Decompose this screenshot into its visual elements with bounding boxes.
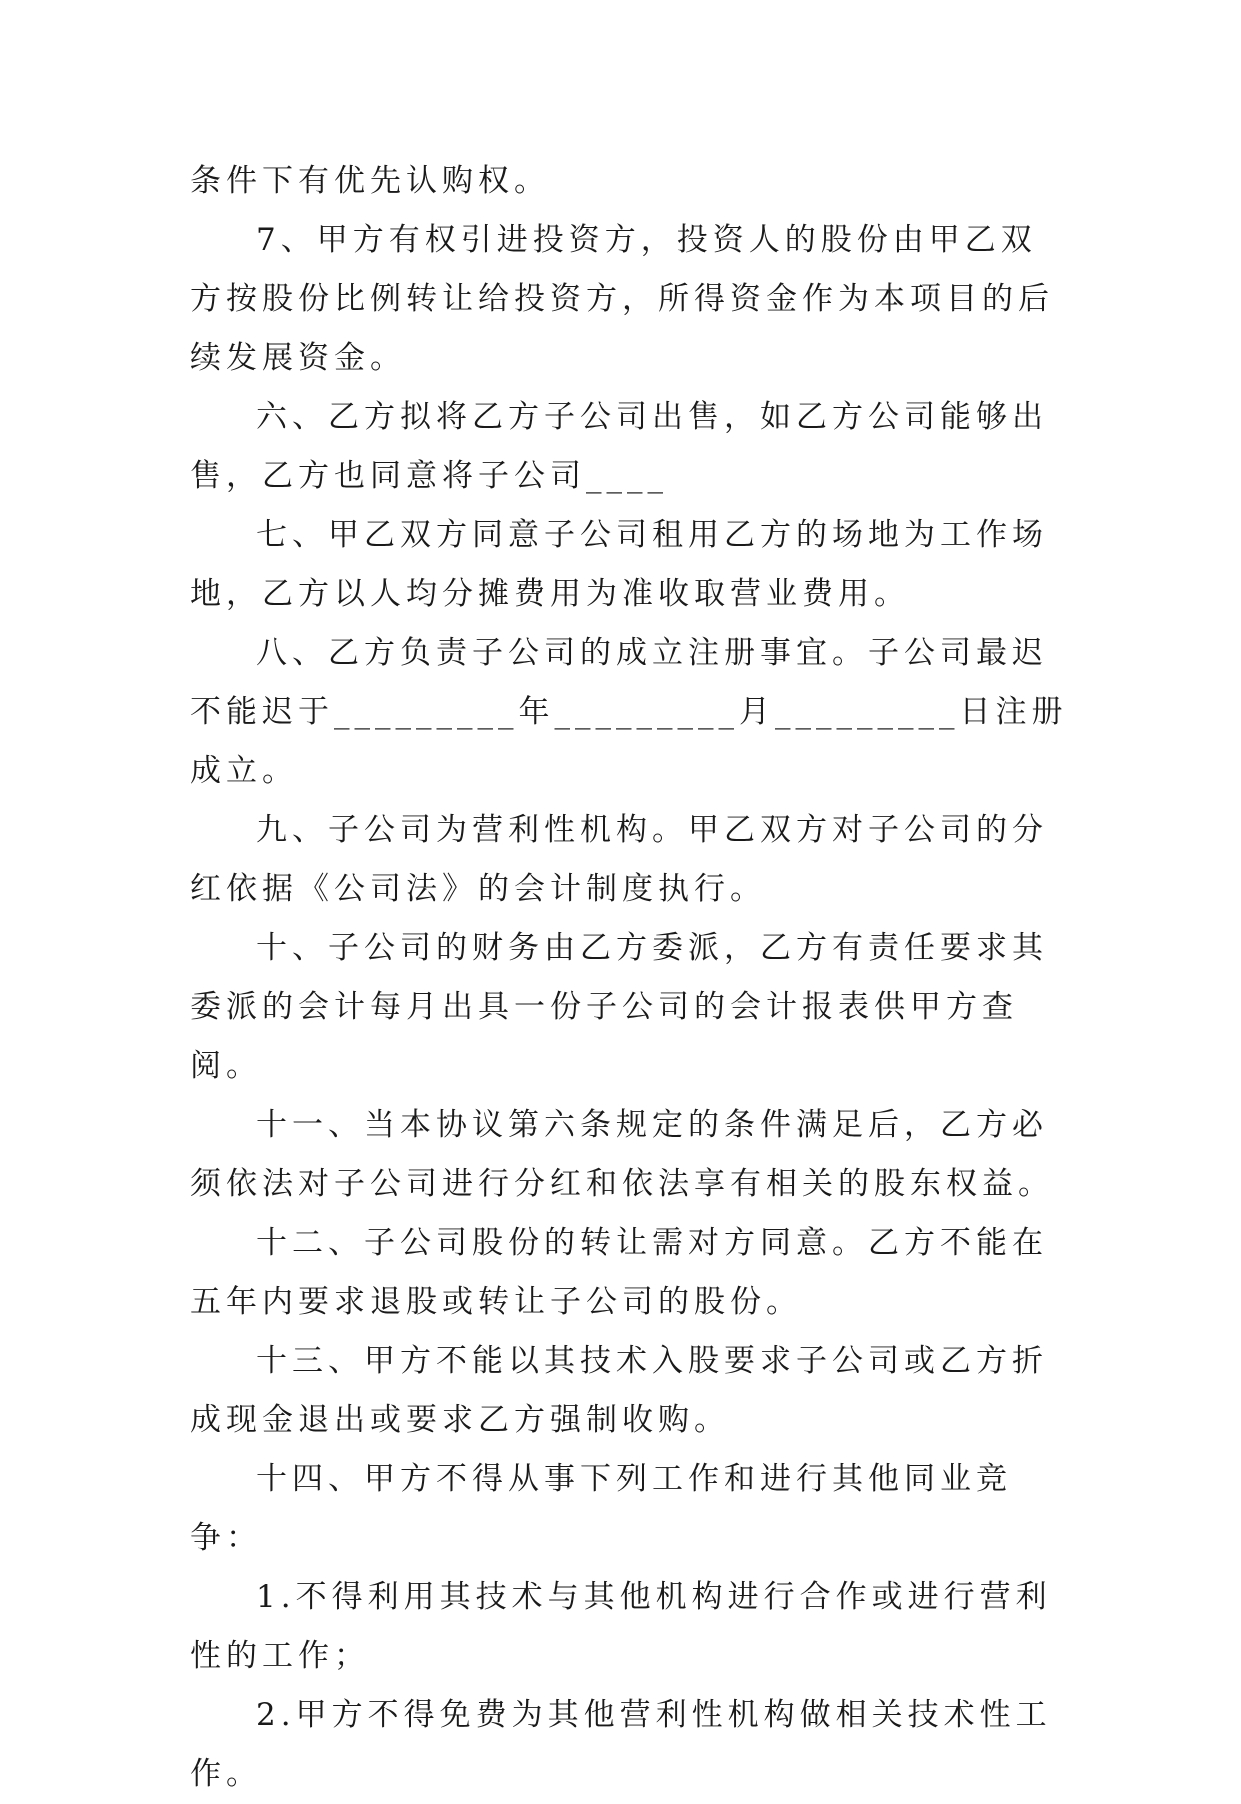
- paragraph-clause-7-lease: 七、甲乙双方同意子公司租用乙方的场地为工作场地，乙方以人均分摊费用为准收取营业费用。: [190, 517, 1048, 612]
- paragraph-clause-6: 六、乙方拟将乙方子公司出售，如乙方公司能够出售，乙方也同意将子公司____: [190, 399, 1048, 494]
- document-body: [190, 152, 1070, 1804]
- paragraph-clause-11: 十一、当本协议第六条规定的条件满足后，乙方必须依法对子公司进行分红和依法享有相关的股东权益。: [190, 1107, 1054, 1202]
- paragraph-clause-14: 十四、甲方不得从事下列工作和进行其他同业竞争：: [190, 1461, 1012, 1556]
- paragraph-clause-9: 九、子公司为营利性机构。甲乙双方对子公司的分红依据《公司法》的会计制度执行。: [190, 812, 1048, 907]
- paragraph-clause-10: 十、子公司的财务由乙方委派，乙方有责任要求其委派的会计每月出具一份子公司的会计报表供甲方查阅。: [190, 930, 1048, 1084]
- paragraph-clause-13: 十三、甲方不能以其技术入股要求子公司或乙方折成现金退出或要求乙方强制收购。: [190, 1343, 1048, 1438]
- paragraph-clause-12: 十二、子公司股份的转让需对方同意。乙方不能在五年内要求退股或转让子公司的股份。: [190, 1225, 1048, 1320]
- paragraph-continuation: 条件下有优先认购权。: [190, 163, 550, 199]
- paragraph-clause-8: 八、乙方负责子公司的成立注册事宜。子公司最迟不能迟于_________年_________月_________日注册成立。: [190, 635, 1068, 789]
- paragraph-item-1: 1.不得利用其技术与其他机构进行合作或进行营利性的工作；: [190, 1579, 1052, 1674]
- paragraph-item-2: 2.甲方不得免费为其他营利性机构做相关技术性工作。: [190, 1697, 1052, 1792]
- paragraph-clause-7: 7、甲方有权引进投资方，投资人的股份由甲乙双方按股份比例转让给投资方，所得资金作为本项目的后续发展资金。: [190, 222, 1054, 376]
